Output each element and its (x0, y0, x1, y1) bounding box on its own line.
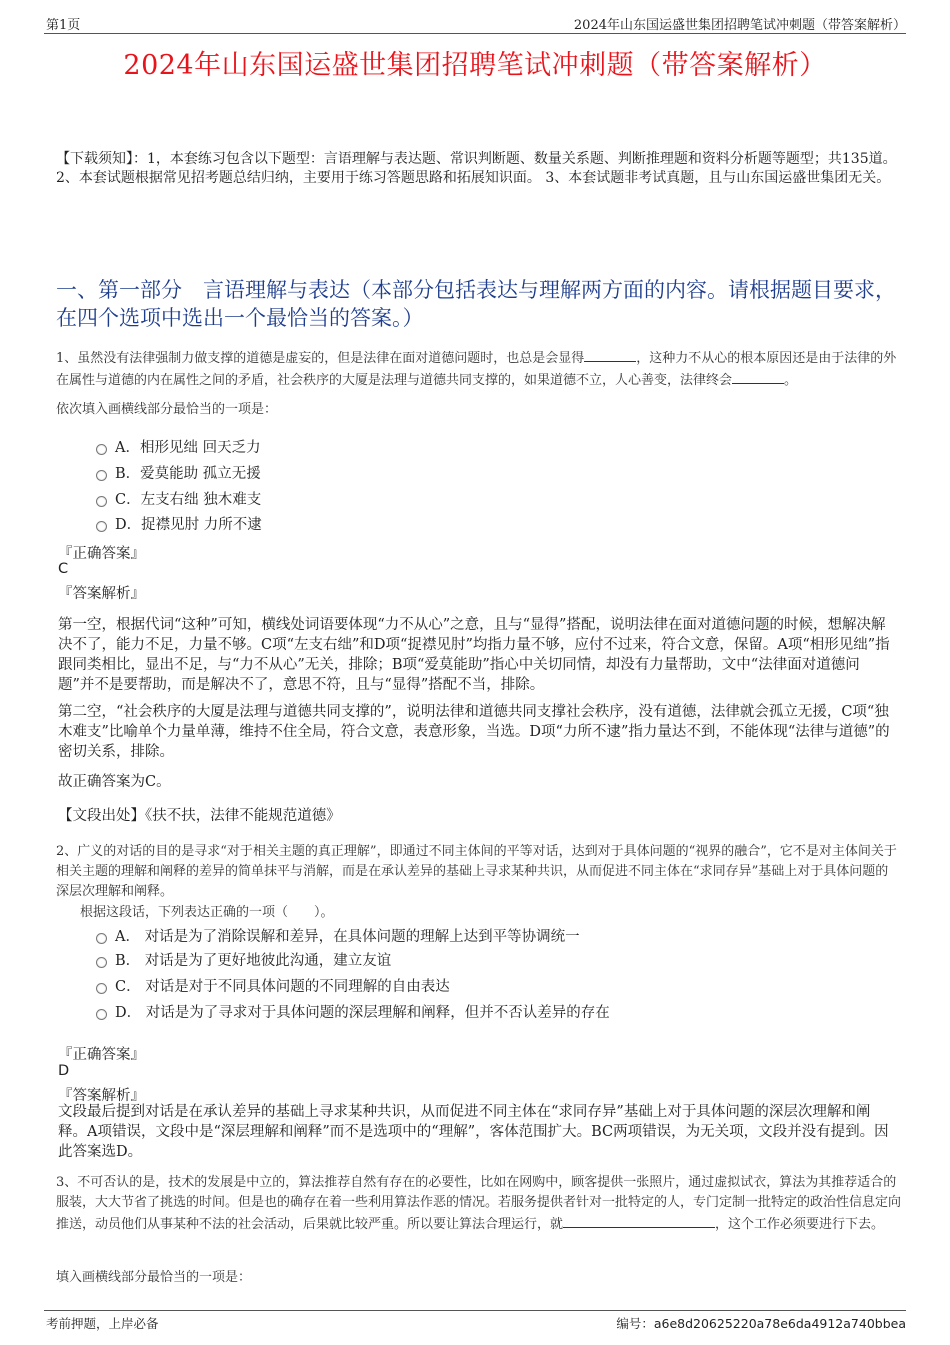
fill-blank (732, 369, 784, 384)
header-doc-title: 2024年山东国运盛世集团招聘笔试冲刺题（带答案解析） (573, 18, 906, 33)
question-2-prompt: 根据这段话，下列表达正确的一项（ ）。 (80, 905, 334, 920)
q1-option-b[interactable]: B．爱莫能助 孤立无援 (96, 461, 261, 483)
q2-analysis-label: 『答案解析』 (58, 1088, 145, 1104)
q1-option-d[interactable]: D．捉襟见肘 力所不逮 (96, 512, 262, 534)
q1-analysis-label: 『答案解析』 (58, 586, 145, 602)
q2-option-d[interactable]: D． 对话是为了寻求对于具体问题的深层理解和阐释，但并不否认差异的存在 (96, 1000, 610, 1022)
radio-icon[interactable] (96, 470, 107, 481)
radio-icon[interactable] (96, 957, 107, 968)
question-1-prompt: 依次填入画横线部分最恰当的一项是： (56, 402, 278, 417)
fill-blank (584, 347, 636, 362)
radio-icon[interactable] (96, 496, 107, 507)
radio-icon[interactable] (96, 983, 107, 994)
page-number: 第1页 (46, 18, 81, 33)
fill-blank (563, 1213, 715, 1228)
document-title: 2024年山东国运盛世集团招聘笔试冲刺题（带答案解析） (123, 50, 827, 81)
q1-conclusion: 故正确答案为C。 (58, 774, 171, 790)
q1-answer-label: 『正确答案』 (58, 546, 145, 562)
q1-analysis-2: 第二空，“社会秩序的大厦是法理与道德共同支撑的”，说明法律和道德共同支撑社会秩序，没有道德，法律就会孤立无援，C项“独木难支”比喻单个力量单薄，维持不住全局，符合文意，表意形象，当选。D项“力所不逮”指力量达不到，不能体现“法律与道德”的密切关系，排除。 (58, 704, 890, 760)
radio-icon[interactable] (96, 933, 107, 944)
radio-icon[interactable] (96, 1009, 107, 1020)
footer-divider (44, 1310, 906, 1311)
question-3-prompt: 填入画横线部分最恰当的一项是： (56, 1270, 252, 1285)
radio-icon[interactable] (96, 521, 107, 532)
footer-slogan: 考前押题，上岸必备 (46, 1316, 159, 1331)
q2-analysis: 文段最后提到对话是在承认差异的基础上寻求某种共识，从而促进不同主体在“求同存异”基础上对于具体问题的深层次理解和阐释。A项错误，文段中是“深层理解和阐释”而不是选项中的“理解”，客体范围扩大。BC两项错误，为无关项，文段并没有提到。因此答案选D。 (58, 1104, 889, 1160)
question-2-stem: 2、广义的对话的目的是寻求“对于相关主题的真正理解”，即通过不同主体间的平等对话，达到对于具体问题的“视界的融合”，它不是对主体间关于相关主题的理解和阐释的差异的简单抹平与消解，而是在承认差异的基础上寻求某种共识，从而促进不同主体在“求同存异”基础上对于具体问题的深层次理解和阐释。 (56, 844, 897, 899)
header-divider (44, 33, 906, 34)
q1-option-a[interactable]: A．相形见绌 回天乏力 (96, 435, 261, 457)
radio-icon[interactable] (96, 444, 107, 455)
q2-answer-label: 『正确答案』 (58, 1047, 145, 1063)
q2-option-c[interactable]: C． 对话是对于不同具体问题的不同理解的自由表达 (96, 974, 450, 996)
q2-option-b[interactable]: B． 对话是为了更好地彼此沟通，建立友谊 (96, 948, 391, 970)
download-notice: 【下载须知】：1，本套练习包含以下题型：言语理解与表达题、常识判断题、数量关系题、判断推理题和资料分析题等题型；共135道。 2、本套试题根据常见招考题总结归纳，主要用于练习答题思路和拓展知识面。 3、本套试题非考试真题，且与山东国运盛世集团无关。 (56, 151, 897, 186)
footer-code: 编号：a6e8d20625220a78e6da4912a740bbea (616, 1316, 906, 1331)
q2-option-a[interactable]: A． 对话是为了消除误解和差异，在具体问题的理解上达到平等协调统一 (96, 924, 580, 946)
section-heading: 一、第一部分 言语理解与表达（本部分包括表达与理解两方面的内容。请根据题目要求，在四个选项中选出一个最恰当的答案。） (56, 278, 896, 330)
q1-answer: C (58, 561, 69, 577)
q2-answer: D (58, 1063, 70, 1079)
question-1-stem: 1、虽然没有法律强制力做支撑的道德是虚妄的，但是法律在面对道德问题时，也总是会显得 ，这种力不从心的根本原因还是由于法律的外在属性与道德的内在属性之间的矛盾，社会秩序的大厦是法理与道德共同支撑的，如果道德不立，人心善变，法律终会 。 (56, 347, 901, 391)
question-3-stem: 3、不可否认的是，技术的发展是中立的，算法推荐自然有存在的必要性，比如在网购中，顾客提供一张照片，通过虚拟试衣，算法为其推荐适合的服装，大大节省了挑选的时间。但是也的确存在着一些利用算法作恶的情况。若服务提供者针对一批特定的人，专门定制一批特定的政治性信息定向推送，动员他们从事某种不法的社会活动，后果就比较严重。所以要让算法合理运行，就 ，这个工作必须要进行下去。 (56, 1175, 902, 1232)
q1-analysis-1: 第一空，根据代词“这种”可知，横线处词语要体现“力不从心”之意，且与“显得”搭配，说明法律在面对道德问题的时候，想解决解决不了，能力不足，力量不够。C项“左支右绌”和D项“捉襟见肘”均指力量不够，应付不过来，符合文意，保留。A项“相形见绌”指跟同类相比，显出不足，与“力不从心”无关，排除；B项“爱莫能助”指心中关切同情，却没有力量帮助，文中“法律面对道德问题”并不是要帮助，而是解决不了，意思不符，且与“显得”搭配不当，排除。 (58, 617, 890, 693)
q1-option-c[interactable]: C．左支右绌 独木难支 (96, 487, 261, 509)
q1-source: 【文段出处】《扶不扶，法律不能规范道德》 (58, 808, 341, 824)
page-header (0, 0, 950, 34)
